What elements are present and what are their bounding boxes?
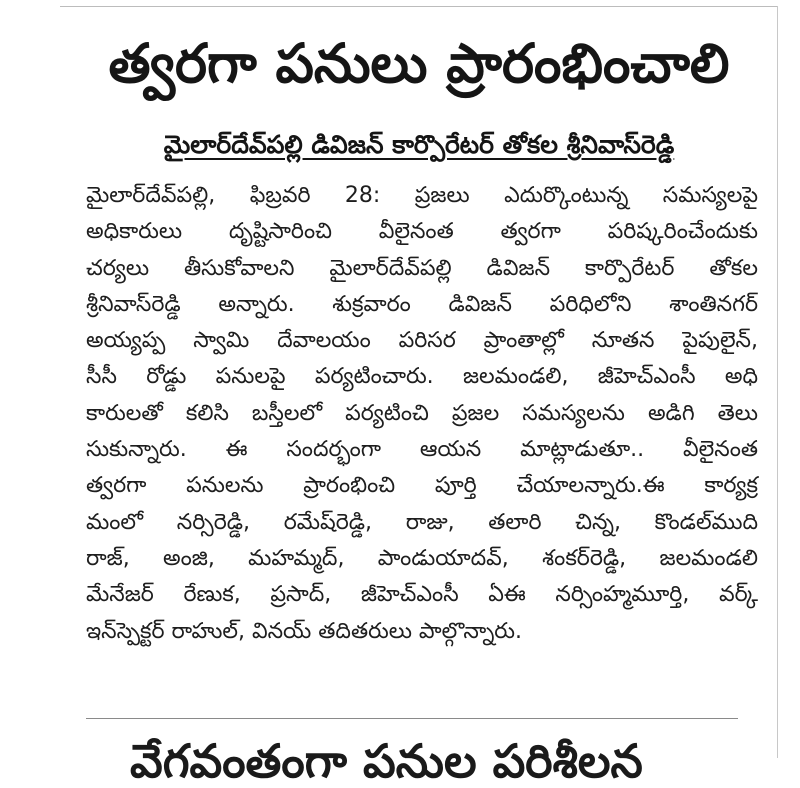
article-body [86,178,758,650]
article-subheadline: మైలార్‌దేవ్‌పల్లి డివిజన్ కార్పొరేటర్ తోకల శ్రీనివాస్‌రెడ్డి [163,130,675,159]
bottom-divider [86,718,738,719]
column-divider [777,6,778,758]
body-line: శ్రీనివాస్‌రెడ్డి అన్నారు. శుక్రవారం డివిజన్ పరిధిలోని శాంతినగర్ [86,291,758,317]
next-article-headline-text: వేగవంతంగా పనుల పరిశీలన [130,734,643,788]
next-article-headline [130,734,750,788]
body-line: చర్యలు తీసుకోవాలని మైలార్‌దేవ్‌పల్లి డివిజన్ కార్పొరేటర్ తోకల [86,255,758,281]
body-line: మంలో నర్సిరెడ్డి, రమేష్‌రెడ్డి, రాజు, తలారి చిన్న, కొండల్‌ముది [86,509,758,535]
body-line: అధికారులు దృష్టిసారించి వీలైనంత త్వరగా పరిష్కరించేందుకు [86,219,758,245]
top-divider [60,6,778,7]
body-line: మైలార్‌దేవ్‌పల్లి, ఫిబ్రవరి 28: ప్రజలు ఎదుర్కొంటున్న సమస్యలపై [86,183,758,208]
body-line: మేనేజర్ రేణుక, ప్రసాద్, జీహెచ్ఎంసీ ఏఈ నర్సింహ్మమూర్తి, వర్క్ [86,582,758,608]
article-headline: త్వరగా పనులు ప్రారంభించాలి [108,32,730,95]
body-line: కారులతో కలిసి బస్తీలలో పర్యటించి ప్రజల సమస్యలను అడిగి తెలు [86,400,758,426]
body-line: రాజ్, అంజి, మహమ్మద్, పాండుయాదవ్, శంకర్‌రెడ్డి, జలమండలి [86,545,758,571]
body-line: అయ్యప్ప స్వామి దేవాలయం పరిసర ప్రాంతాల్లో నూతన పైపులైన్, [86,328,758,354]
body-line: సీసీ రోడ్డు పనులపై పర్యటించారు. జలమండలి, జీహెచ్ఎంసీ అధి [86,364,758,390]
body-line: ఇన్‌స్పెక్టర్ రాహుల్, వినయ్ తదితరులు పాల్గొన్నారు. [86,618,522,644]
body-line: త్వరగా పనులను ప్రారంభించి పూర్తి చేయాలన్నారు.ఈ కార్యక్ర [86,473,758,499]
body-line: సుకున్నారు. ఈ సందర్భంగా ఆయన మాట్లాడుతూ.. వీలైనంత [86,437,758,463]
